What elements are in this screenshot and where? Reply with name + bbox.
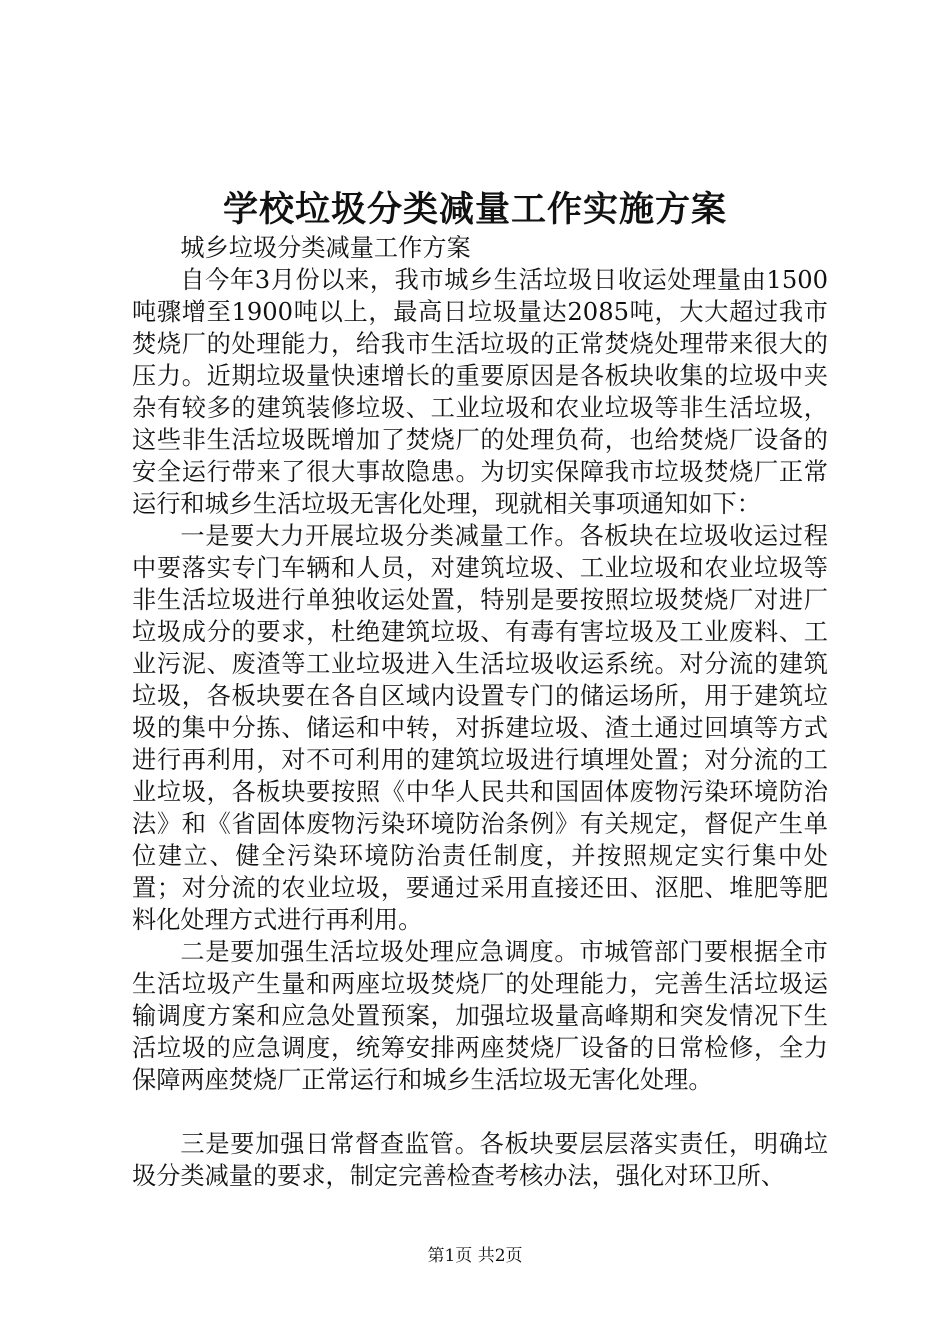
subtitle-paragraph: 城乡垃圾分类减量工作方案 (180, 234, 471, 262)
paragraph-item-one: 一是要大力开展垃圾分类减量工作。各板块在垃圾收运过程中要落实专门车辆和人员，对建筑垃圾、工业垃圾和农业垃圾等非生活垃圾进行单独收运处置，特别是要按照垃圾焚烧厂对进厂垃圾成分的要求，杜绝建筑垃圾、有毒有害垃圾及工业废料、工业污泥、废渣等工业垃圾进入生活垃圾收运系统。对分流的建筑垃圾，各板块要在各自区域内设置专门的储运场所，用于建筑垃圾的集中分拣、储运和中转，对拆建垃圾、渣土通过回填等方式进行再利用，对不可利用的建筑垃圾进行填埋处置；对分流的工业垃圾，各板块要按照《中华人民共和国固体废物污染环境防治法》和《省固体废物污染环境防治条例》有关规定，督促产生单位建立、健全污染环境防治责任制度，并按照规定实行集中处置；对分流的农业垃圾，要通过采用直接还田、沤肥、堆肥等肥料化处理方式进行再利用。 (132, 522, 828, 934)
paragraph-item-three: 三是要加强日常督查监管。各板块要层层落实责任，明确垃圾分类减量的要求，制定完善检查考核办法，强化对环卫所、 (132, 1130, 828, 1190)
paragraph-intro: 自今年3月份以来，我市城乡生活垃圾日收运处理量由1500吨骤增至1900吨以上，最高日垃圾量达2085吨，大大超过我市焚烧厂的处理能力，给我市生活垃圾的正常焚烧处理带来很大的压力。近期垃圾量快速增长的重要原因是各板块收集的垃圾中夹杂有较多的建筑装修垃圾、工业垃圾和农业垃圾等非生活垃圾，这些非生活垃圾既增加了焚烧厂的处理负荷，也给焚烧厂设备的安全运行带来了很大事故隐患。为切实保障我市垃圾焚烧厂正常运行和城乡生活垃圾无害化处理，现就相关事项通知如下： (132, 266, 828, 518)
document-body (132, 232, 828, 1192)
page-number-footer: 第1页 共2页 (427, 1246, 523, 1266)
paragraph-item-two: 二是要加强生活垃圾处理应急调度。市城管部门要根据全市生活垃圾产生量和两座垃圾焚烧厂的处理能力，完善生活垃圾运输调度方案和应急处置预案，加强垃圾量高峰期和突发情况下生活垃圾的应急调度，统筹安排两座焚烧厂设备的日常检修，全力保障两座焚烧厂正常运行和城乡生活垃圾无害化处理。 (132, 938, 828, 1094)
document-title: 学校垃圾分类减量工作实施方案 (222, 189, 727, 230)
